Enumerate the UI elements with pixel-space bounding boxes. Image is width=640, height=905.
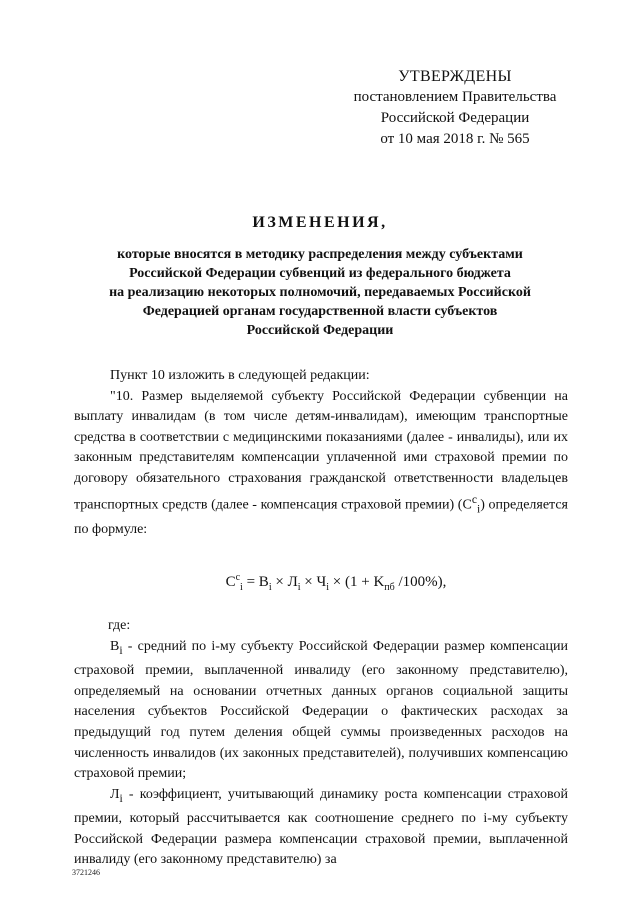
formula-t1-sub: i: [268, 582, 272, 594]
formula-open: (1 + K: [345, 574, 385, 591]
definition-b-symbol: B: [110, 638, 120, 654]
definition-l: [74, 785, 568, 871]
paragraph-10-end: ) определяется по формуле:: [74, 497, 568, 537]
intro-paragraph: Пункт 10 изложить в следующей редакции:: [110, 368, 370, 383]
approval-stamp: УТВЕРЖДЕНЫ: [398, 68, 512, 85]
definition-b-text: - средний по i-му субъекту Российской Федерации размер компенсации страховой премии, выплаченной инвалиду (его законному представителю), определяемый на основании отчетных данных органов социальной защиты населения субъектов Российской Федерации о фактических расходах за предыдущий год путем деления общей суммы произведенных расходов на численность инвалидов (их законных представителей), получивших компенсацию страховой премии;: [74, 638, 568, 782]
formula-k-sub: пб: [384, 582, 395, 594]
formula-t3: Ч: [316, 574, 327, 591]
subtitle-line-1: которые вносятся в методику распределения между субъектами: [117, 247, 523, 262]
document-subtitle: [70, 245, 570, 340]
subtitle-line-5: Российской Федерации: [246, 323, 394, 338]
document-body: [74, 366, 568, 871]
formula: [104, 566, 568, 600]
document-title: ИЗМЕНЕНИЯ,: [252, 214, 388, 231]
formula-t2: Л: [287, 574, 298, 591]
where-label: где:: [108, 618, 131, 634]
definition-l-sub: i: [119, 791, 123, 805]
document-code: 3721246: [72, 868, 100, 877]
approval-block: [330, 66, 580, 150]
paragraph-10-text: "10. Размер выделяемой субъекту Российской Федерации субвенции на выплату инвалидам (в том числе детям-инвалидам), имеющим транспортные средства в соответствии с медицинскими показаниями (далее - инвалиды), или их законным представителям компенсации уплаченной ими страховой премии по договору обязательного страхования гражданской ответственности владельцев транспортных средств (далее - компенсация страховой премии) (: [74, 388, 568, 513]
definition-l-symbol: Л: [110, 786, 120, 802]
paragraph-10: [74, 387, 568, 541]
formula-lhs-sup: c: [235, 572, 241, 584]
formula-t3-sub: i: [326, 582, 330, 594]
formula-times-2: ×: [300, 574, 317, 591]
formula-lhs: C: [225, 574, 236, 591]
subtitle-line-3: на реализацию некоторых полномочий, передаваемых Российской: [109, 285, 531, 300]
approval-line-3: от 10 мая 2018 г. № 565: [380, 131, 530, 147]
symbol-c-sup: c: [471, 492, 477, 506]
subtitle-line-2: Российской Федерации субвенций из федерального бюджета: [129, 266, 511, 281]
formula-times-1: ×: [271, 574, 288, 591]
subtitle-line-4: Федерацией органам государственной власти субъектов: [142, 304, 498, 319]
symbol-c-sub: i: [477, 502, 481, 516]
formula-t1: B: [258, 574, 269, 591]
definition-b-sub: i: [119, 643, 123, 657]
formula-lhs-sub: i: [240, 582, 243, 594]
approval-line-2: Российской Федерации: [380, 110, 530, 126]
definition-b: [74, 637, 568, 785]
formula-eq: =: [242, 574, 259, 591]
approval-line-1: постановлением Правительства: [353, 89, 557, 105]
formula-t2-sub: i: [297, 582, 301, 594]
definition-l-text: - коэффициент, учитывающий динамику роста компенсации страховой премии, который рассчитывается как соотношение среднего по i-му субъекту Российской Федерации размера компенсации страховой премии, выплаченной инвалиду (его законному представителю) за: [74, 786, 568, 868]
formula-times-3: ×: [329, 574, 345, 591]
symbol-c: C: [462, 497, 472, 513]
formula-close: /100%),: [394, 574, 447, 591]
